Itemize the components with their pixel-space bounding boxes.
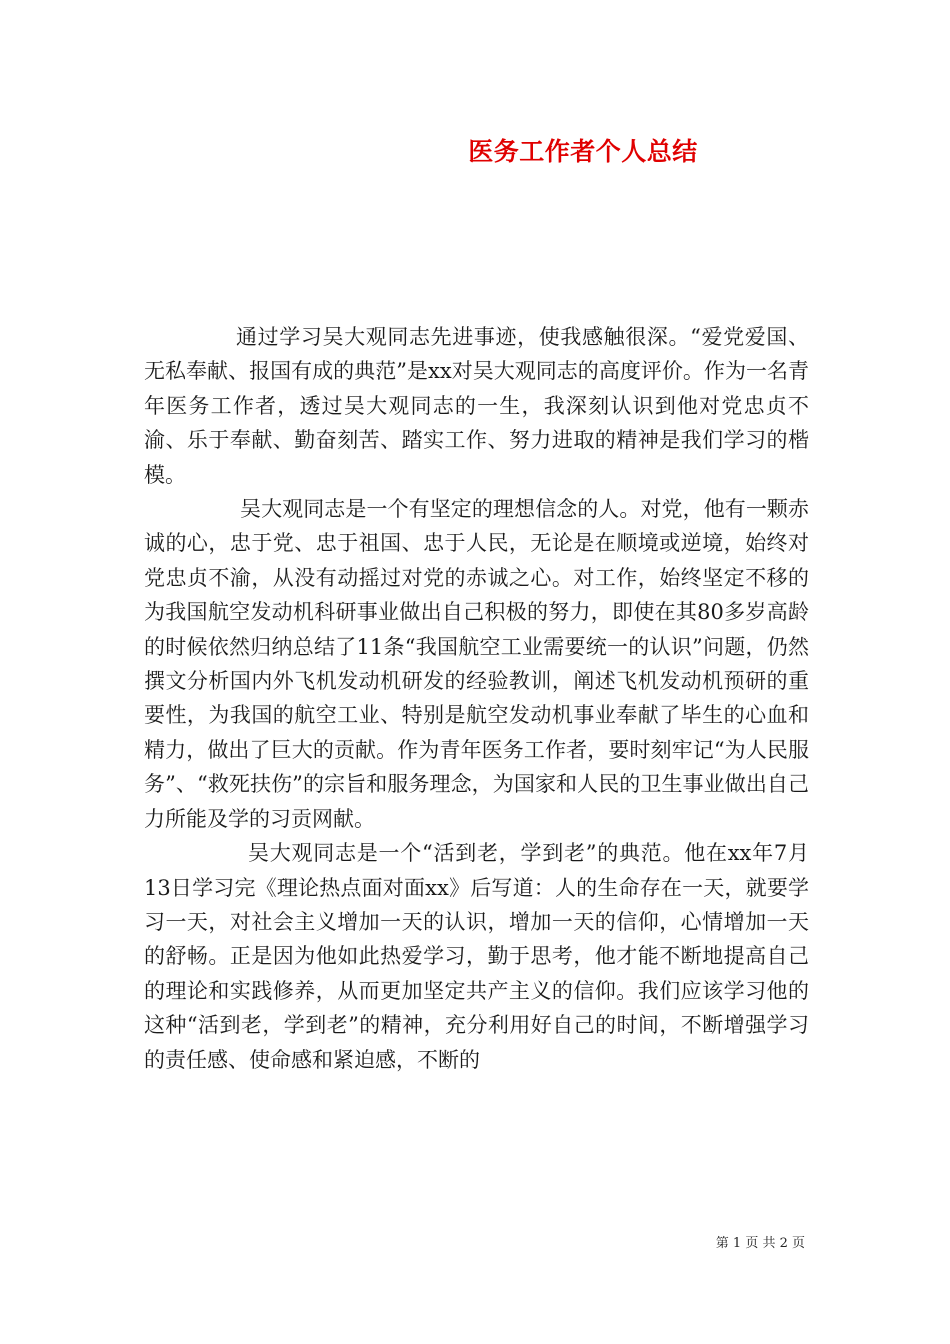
paragraph-3: 吴大观同志是一个“活到老，学到老”的典范。他在xx年7月13日学习完《理论热点面对面xx》后写道：人的生命存在一天，就要学习一天，对社会主义增加一天的认识，增加一天的信仰，心情增加一天的舒畅。正是因为他如此热爱学习，勤于思考，他才能不断地提高自己的理论和实践修养，从而更加坚定共产主义的信仰。我们应该学习他的这种“活到老，学到老”的精神，充分利用好自己的时间，不断增强学习的责任感、使命感和紧迫感，不断的 xyxy=(144,841,809,1072)
document-title: 医务工作者个人总结 xyxy=(468,137,698,166)
document-body xyxy=(144,320,809,1077)
page-footer: 第 1 页 共 2 页 xyxy=(715,1236,805,1251)
paragraph-2: 吴大观同志是一个有坚定的理想信念的人。对党，他有一颗赤诚的心，忠于党、忠于祖国、忠于人民，无论是在顺境或逆境，始终对党忠贞不渝，从没有动摇过对党的赤诚之心。对工作，始终坚定不移的为我国航空发动机科研事业做出自己积极的努力，即使在其80多岁高龄的时候依然归纳总结了11条“我国航空工业需要统一的认识”问题，仍然撰文分析国内外飞机发动机研发的经验教训，阐述飞机发动机预研的重要性，为我国的航空工业、特别是航空发动机事业奉献了毕生的心血和精力，做出了巨大的贡献。作为青年医务工作者，要时刻牢记“为人民服务”、“救死扶伤”的宗旨和服务理念，为国家和人民的卫生事业做出自己力所能及学的习贡网献。 xyxy=(144,497,809,831)
paragraph-1: 通过学习吴大观同志先进事迹，使我感触很深。“爱党爱国、无私奉献、报国有成的典范”是xx对吴大观同志的高度评价。作为一名青年医务工作者，透过吴大观同志的一生，我深刻认识到他对党忠贞不渝、乐于奉献、勤奋刻苦、踏实工作、努力进取的精神是我们学习的楷模。 xyxy=(144,325,809,487)
